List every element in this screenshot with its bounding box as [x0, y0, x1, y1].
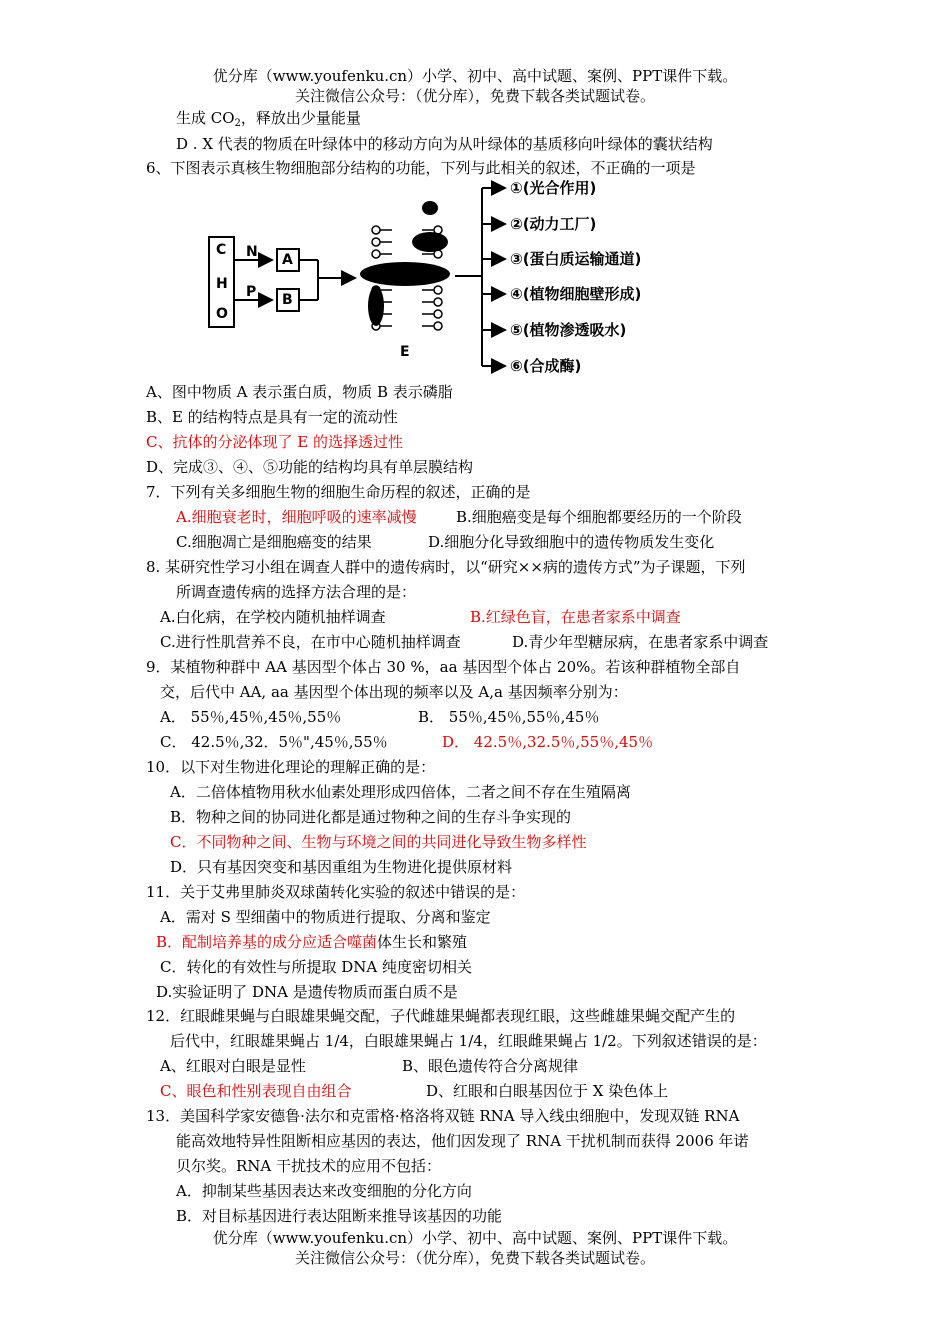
label-b: B [282, 292, 293, 308]
q5-cont-subscript: 2 [234, 118, 241, 129]
q13-stem-2: 能高效地特异性阻断相应基因的表达，他们因发现了 RNA 干扰机制而获得 2006 年诺 [176, 1132, 749, 1150]
q6-option-a: A、图中物质 A 表示蛋白质，物质 B 表示磷脂 [146, 383, 453, 401]
q8-option-c: C.进行性肌营养不良，在市中心随机抽样调查 [160, 633, 461, 651]
header-line-1: 优分库（www.youfenku.cn）小学、初中、高中试题、案例、PPT课件下载。 [212, 67, 738, 85]
membrane-proteins [360, 201, 450, 326]
q13-option-a: A．抑制某些基因表达来改变细胞的分化方向 [176, 1182, 472, 1200]
q7-option-c: C.细胞凋亡是细胞癌变的结果 [176, 533, 372, 551]
footer-line-1: 优分库（www.youfenku.cn）小学、初中、高中试题、案例、PPT课件下载。 [212, 1229, 738, 1247]
q11-stem: 11．关于艾弗里肺炎双球菌转化实验的叙述中错误的是： [146, 883, 526, 901]
q12-option-c: C、眼色和性别表现自由组合 [160, 1082, 352, 1100]
diagram-lines [200, 178, 670, 378]
q8-option-b: B.红绿色盲，在患者家系中调查 [470, 608, 681, 626]
q9-option-d: D． 42.5％,32.5％,55％,45％ [442, 733, 654, 751]
q11-option-b-rest: 体生长和繁殖 [377, 933, 468, 951]
label-p: P [246, 284, 257, 300]
function-2: ②(动力工厂) [510, 215, 597, 233]
q5-option-d: D . X 代表的物质在叶绿体中的移动方向为从叶绿体的基质移向叶绿体的囊状结构 [176, 135, 713, 153]
q12-option-b: B、眼色遗传符合分离规律 [402, 1057, 579, 1075]
q7-stem: 7．下列有关多细胞生物的细胞生命历程的叙述，正确的是 [146, 483, 531, 501]
q10-option-b: B．物种之间的协同进化都是通过物种之间的生存斗争实现的 [170, 808, 572, 826]
q7-option-a: A.细胞衰老时，细胞呼吸的速率减慢 [176, 508, 417, 526]
label-e: E [400, 344, 410, 360]
q5-cont-text: 生成 CO [176, 109, 235, 127]
q5-cont-text-end: ，释放出少量能量 [240, 109, 361, 127]
q11-option-a: A．需对 S 型细菌中的物质进行提取、分离和鉴定 [160, 908, 491, 926]
q13-stem-1: 13．美国科学家安德鲁·法尔和克雷格·格洛将双链 RNA 导入线虫细胞中，发现双链 RNA [146, 1107, 740, 1125]
q7-option-d: D.细胞分化导致细胞中的遗传物质发生变化 [428, 533, 715, 551]
header-line-2: 关注微信公众号：（优分库），免费下载各类试题试卷。 [294, 87, 655, 105]
element-c: C [216, 242, 227, 258]
function-5: ⑤(植物渗透吸水) [510, 321, 627, 339]
function-1: ①(光合作用) [510, 179, 597, 197]
q8-stem-2: 所调查遗传病的选择方法合理的是： [176, 583, 417, 601]
q12-option-d: D、红眼和白眼基因位于 X 染色体上 [426, 1082, 669, 1100]
footer-line-2: 关注微信公众号：（优分库），免费下载各类试题试卷。 [294, 1249, 655, 1267]
q12-stem-2: 后代中，红眼雄果蝇占 1/4，白眼雄果蝇占 1/4，红眼雌果蝇占 1/2。下列叙述错误的是： [170, 1032, 767, 1050]
q6-option-c: C、抗体的分泌体现了 E 的选择透过性 [146, 433, 403, 451]
q11-option-c: C．转化的有效性与所提取 DNA 纯度密切相关 [160, 958, 472, 976]
q11-option-b-red: B．配制培养基的成分应适合噬菌 [156, 933, 378, 951]
q10-stem: 10．以下对生物进化理论的理解正确的是： [146, 758, 436, 776]
q9-option-c: C． 42.5％,32．5％",45％,55％ [160, 733, 388, 751]
q10-option-d: D．只有基因突变和基因重组为生物进化提供原材料 [170, 858, 513, 876]
q11-option-b [156, 932, 467, 952]
q7-option-b: B.细胞癌变是每个细胞都要经历的一个阶段 [456, 508, 742, 526]
element-h: H [216, 276, 228, 292]
q6-stem: 6、下图表示真核生物细胞部分结构的功能，下列与此相关的叙述，不正确的一项是 [146, 159, 696, 177]
q8-option-a: A.白化病，在学校内随机抽样调查 [160, 608, 386, 626]
q9-option-b: B． 55％,45％,55％,45％ [418, 708, 600, 726]
q11-option-d: D.实验证明了 DNA 是遗传物质而蛋白质不是 [156, 983, 458, 1001]
q6-option-d: D、完成③、④、⑤功能的结构均具有单层膜结构 [146, 458, 474, 476]
q12-option-a: A、红眼对白眼是显性 [160, 1057, 306, 1075]
function-4: ④(植物细胞壁形成) [510, 285, 642, 303]
q8-stem-1: 8. 某研究性学习小组在调查人群中的遗传病时，以“研究××病的遗传方式”为子课题，下列 [146, 558, 746, 576]
label-a: A [282, 252, 293, 268]
q10-option-a: A．二倍体植物用秋水仙素处理形成四倍体，二者之间不存在生殖隔离 [170, 783, 631, 801]
q9-stem-2: 交，后代中 AA, aa 基因型个体出现的频率以及 A,a 基因频率分别为： [160, 683, 628, 701]
label-n: N [246, 244, 258, 260]
q9-option-a: A． 55％,45％,45％,55％ [160, 708, 342, 726]
q6-option-b: B、E 的结构特点是具有一定的流动性 [146, 408, 398, 426]
q8-option-d: D.青少年型糖尿病，在患者家系中调查 [512, 633, 769, 651]
function-3: ③(蛋白质运输通道) [510, 250, 642, 268]
q13-option-b: B．对目标基因进行表达阻断来推导该基因的功能 [176, 1207, 503, 1225]
function-6: ⑥(合成酶) [510, 357, 582, 375]
cell-structure-diagram [200, 178, 670, 378]
element-o: O [216, 306, 228, 322]
q13-stem-3: 贝尔奖。RNA 干扰技术的应用不包括： [176, 1157, 442, 1175]
q12-stem-1: 12．红眼雌果蝇与白眼雄果蝇交配，子代雌雄果蝇都表现红眼，这些雌雄果蝇交配产生的 [146, 1007, 736, 1025]
q5-continuation [176, 108, 361, 128]
q10-option-c: C．不同物种之间、生物与环境之间的共同进化导致生物多样性 [170, 833, 587, 851]
q9-stem-1: 9．某植物种群中 AA 基因型个体占 30 %，aa 基因型个体占 20%。若该种群植物全部自 [146, 658, 741, 676]
